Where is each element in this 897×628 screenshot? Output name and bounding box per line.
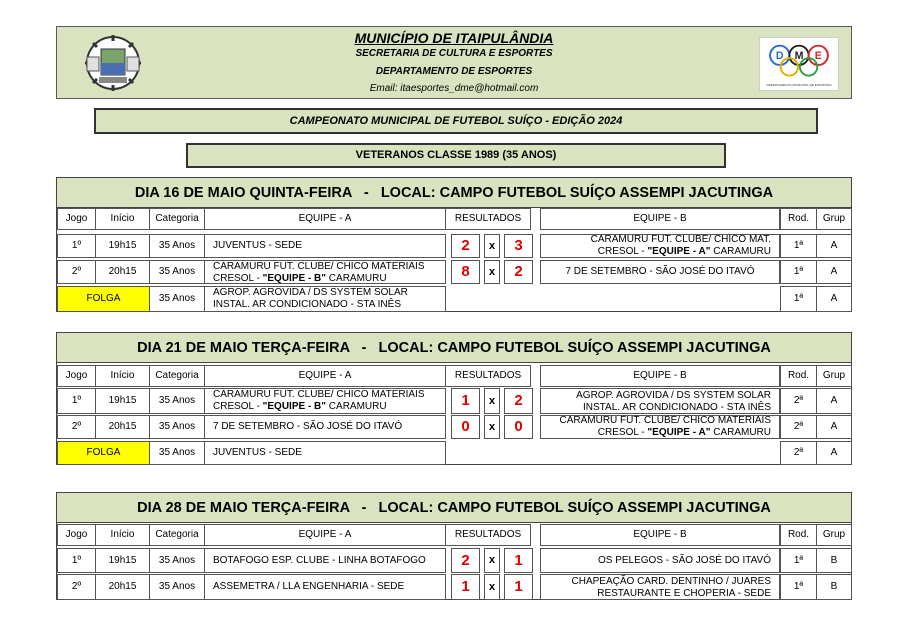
dme-rings-icon (760, 38, 838, 90)
dme-logo (759, 37, 839, 91)
score-b: 2 (504, 260, 533, 284)
day-section-1 (56, 177, 852, 312)
game-categoria: 35 Anos (149, 548, 205, 573)
team-a-equipe: "EQUIPE - B" (262, 400, 327, 412)
team-a (204, 260, 446, 284)
game-rod: 2ª (780, 415, 817, 439)
game-categoria: 35 Anos (149, 574, 205, 600)
team-b-line2: RESTAURANTE E CHOPERIA - SEDE (597, 587, 771, 599)
folga-team-line2: INSTAL. AR CONDICIONADO - STA INÊS (213, 298, 401, 310)
dme-caption: DEPARTAMENTO MUNICIPAL DE ESPORTES (766, 83, 832, 88)
championship-banner (94, 108, 818, 134)
col-header-inicio: Início (95, 365, 150, 387)
folga-categoria: 35 Anos (149, 286, 205, 312)
team-a: BOTAFOGO ESP. CLUBE - LINHA BOTAFOGO (204, 548, 446, 573)
championship-title: CAMPEONATO MUNICIPAL DE FUTEBOL SUÍÇO - EDIÇÃO 2024 (289, 115, 623, 127)
secretariat-line: SECRETARIA DE CULTURA E ESPORTES (355, 48, 553, 59)
folga-team-line1: AGROP. AGROVIDA / DS SYSTEM SOLAR (213, 287, 408, 298)
score-a: 2 (451, 234, 480, 258)
score-b: 2 (504, 388, 533, 414)
game-jogo: 2º (57, 260, 96, 284)
team-b-equipe: "EQUIPE - A" (647, 426, 711, 438)
team-b-line1: CARAMURU FUT. CLUBE/ CHICO MATERIAIS (559, 415, 771, 426)
col-header-rod: Rod. (780, 524, 817, 546)
col-header-grup: Grup (816, 365, 852, 387)
score-a: 0 (451, 415, 480, 439)
score-b: 3 (504, 234, 533, 258)
team-a-line1: CARAMURU FUT. CLUBE/ CHICO MATERIAIS (213, 261, 425, 272)
team-b-suffix: CARAMURU (710, 426, 771, 438)
col-header-resultados: RESULTADOS (445, 208, 531, 230)
col-header-categoria: Categoria (149, 208, 205, 230)
game-jogo: 1º (57, 234, 96, 258)
dme-letter-d: D (775, 50, 784, 63)
score-a: 2 (451, 548, 480, 573)
team-a: 7 DE SETEMBRO - SÃO JOSÉ DO ITAVÓ (204, 415, 446, 439)
game-grup: B (816, 574, 852, 600)
day-section-3 (56, 492, 852, 600)
game-inicio: 19h15 (95, 388, 150, 414)
municipality-title: MUNICÍPIO DE ITAIPULÂNDIA (354, 30, 554, 46)
team-b-suffix: CARAMURU (710, 245, 771, 257)
team-b-equipe: "EQUIPE - A" (647, 245, 711, 257)
dme-letter-m: M (794, 50, 804, 63)
folga-label: FOLGA (57, 286, 150, 312)
day-title: DIA 28 DE MAIO TERÇA-FEIRA - LOCAL: CAMPO FUTEBOL SUÍÇO ASSEMPI JACUTINGA (57, 493, 851, 523)
team-b (540, 234, 780, 258)
team-a-suffix: CARAMURU (326, 272, 387, 284)
team-b: 7 DE SETEMBRO - SÃO JOSÉ DO ITAVÓ (540, 260, 780, 284)
game-inicio: 19h15 (95, 548, 150, 573)
col-header-resultados: RESULTADOS (445, 365, 531, 387)
col-header-equipe-a: EQUIPE - A (204, 524, 446, 546)
score-separator: x (484, 234, 500, 258)
game-categoria: 35 Anos (149, 415, 205, 439)
game-rod: 2ª (780, 388, 817, 414)
folga-rod: 1ª (780, 286, 817, 312)
department-line: DEPARTAMENTO DE ESPORTES (375, 66, 533, 77)
col-header-inicio: Início (95, 524, 150, 546)
team-b-line1: AGROP. AGROVIDA / DS SYSTEM SOLAR (576, 390, 771, 401)
team-b-line1: CARAMURU FUT. CLUBE/ CHICO MAT. (590, 234, 771, 245)
score-separator: x (484, 260, 500, 284)
team-b-prefix: CRESOL - (597, 426, 648, 438)
col-header-equipe-a: EQUIPE - A (204, 208, 446, 230)
day-title: DIA 16 DE MAIO QUINTA-FEIRA - LOCAL: CAMPO FUTEBOL SUÍÇO ASSEMPI JACUTINGA (57, 178, 851, 208)
team-a-suffix: CARAMURU (326, 400, 387, 412)
game-jogo: 1º (57, 388, 96, 414)
game-grup: A (816, 415, 852, 439)
col-header-categoria: Categoria (149, 365, 205, 387)
game-inicio: 20h15 (95, 415, 150, 439)
game-rod: 1ª (780, 234, 817, 258)
col-header-categoria: Categoria (149, 524, 205, 546)
folga-grup: A (816, 286, 852, 312)
team-b-line2 (598, 246, 771, 258)
col-header-resultados: RESULTADOS (445, 524, 531, 546)
team-a: JUVENTUS - SEDE (204, 234, 446, 258)
team-b (540, 574, 780, 600)
team-a-line1: CARAMURU FUT. CLUBE/ CHICO MATERIAIS (213, 389, 425, 400)
team-a-line2 (213, 401, 387, 413)
col-header-inicio: Início (95, 208, 150, 230)
team-b-prefix: CRESOL - (597, 245, 648, 257)
score-separator: x (484, 388, 500, 414)
game-grup: A (816, 388, 852, 414)
col-header-rod: Rod. (780, 365, 817, 387)
team-a-prefix: CRESOL - (213, 400, 263, 412)
col-header-jogo: Jogo (57, 365, 96, 387)
game-categoria: 35 Anos (149, 260, 205, 284)
game-rod: 1ª (780, 574, 817, 600)
folga-team (204, 286, 446, 312)
game-rod: 1ª (780, 548, 817, 573)
score-a: 1 (451, 574, 480, 600)
folga-categoria: 35 Anos (149, 441, 205, 465)
game-jogo: 2º (57, 574, 96, 600)
game-categoria: 35 Anos (149, 234, 205, 258)
game-inicio: 20h15 (95, 574, 150, 600)
folga-rod: 2ª (780, 441, 817, 465)
team-b: OS PELEGOS - SÃO JOSÉ DO ITAVÓ (540, 548, 780, 573)
day-section-2 (56, 332, 852, 465)
team-a-prefix: CRESOL - (213, 272, 263, 284)
team-b (540, 415, 780, 439)
category-title: VETERANOS CLASSE 1989 (35 ANOS) (355, 149, 557, 161)
folga-label: FOLGA (57, 441, 150, 465)
col-header-grup: Grup (816, 208, 852, 230)
score-a: 1 (451, 388, 480, 414)
team-b (540, 388, 780, 414)
game-jogo: 1º (57, 548, 96, 573)
col-header-jogo: Jogo (57, 524, 96, 546)
col-header-rod: Rod. (780, 208, 817, 230)
game-grup: A (816, 234, 852, 258)
col-header-equipe-a: EQUIPE - A (204, 365, 446, 387)
team-b-line2: INSTAL. AR CONDICIONADO - STA INÊS (583, 401, 771, 413)
folga-team: JUVENTUS - SEDE (204, 441, 446, 465)
col-header-equipe-b: EQUIPE - B (540, 365, 780, 387)
score-separator: x (484, 415, 500, 439)
folga-grup: A (816, 441, 852, 465)
score-separator: x (484, 548, 500, 573)
score-b: 1 (504, 574, 533, 600)
team-a-line2 (213, 273, 387, 285)
col-header-grup: Grup (816, 524, 852, 546)
score-b: 0 (504, 415, 533, 439)
team-a (204, 388, 446, 414)
email-line: Email: itaesportes_dme@hotmail.com (369, 83, 539, 94)
game-categoria: 35 Anos (149, 388, 205, 414)
col-header-equipe-b: EQUIPE - B (540, 208, 780, 230)
day-title: DIA 21 DE MAIO TERÇA-FEIRA - LOCAL: CAMPO FUTEBOL SUÍÇO ASSEMPI JACUTINGA (57, 333, 851, 363)
col-header-jogo: Jogo (57, 208, 96, 230)
col-header-equipe-b: EQUIPE - B (540, 524, 780, 546)
team-b-line2 (598, 427, 771, 439)
game-jogo: 2º (57, 415, 96, 439)
game-inicio: 19h15 (95, 234, 150, 258)
score-b: 1 (504, 548, 533, 573)
team-a: ASSEMETRA / LLA ENGENHARIA - SEDE (204, 574, 446, 600)
dme-letter-e: E (814, 50, 822, 63)
score-a: 8 (451, 260, 480, 284)
header-box (56, 26, 852, 99)
score-separator: x (484, 574, 500, 600)
game-grup: B (816, 548, 852, 573)
game-grup: A (816, 260, 852, 284)
team-a-equipe: "EQUIPE - B" (262, 272, 327, 284)
team-b-line1: CHAPEAÇÃO CARD. DENTINHO / JUARES (571, 576, 771, 587)
category-banner (186, 143, 726, 168)
game-inicio: 20h15 (95, 260, 150, 284)
game-rod: 1ª (780, 260, 817, 284)
